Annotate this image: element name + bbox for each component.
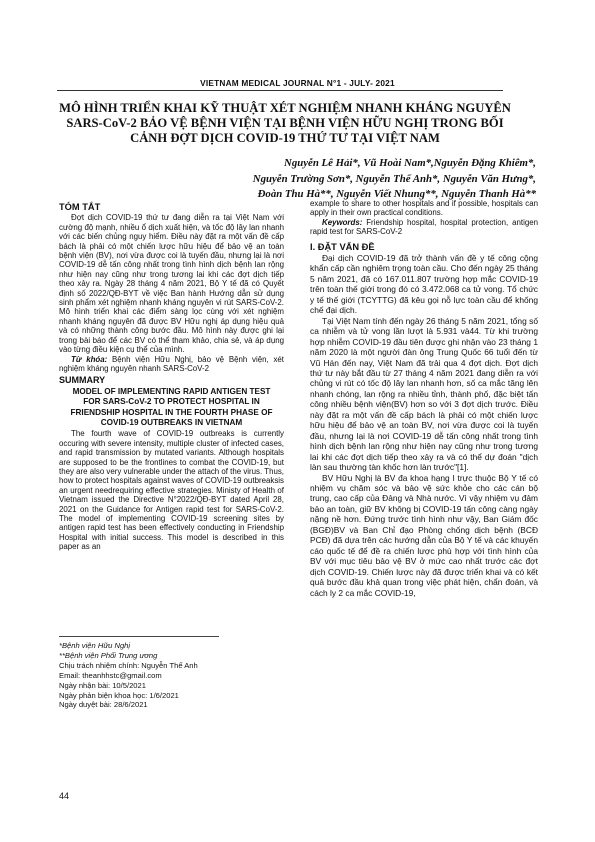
abstract-body: Đợt dịch COVID-19 thứ tư đang diễn ra tại Việt Nam với cường độ mạnh, nhiều ổ dịch xuất hiện, và tốc độ lây lan nhanh với các biến chủng nguy hiểm. Điều này đặt ra một vấn đề cấp bách là phải có một chiến lược hữu hiệu để bảo vệ an toàn bệnh viện (BV), nơi vừa được coi là tuyến đầu, nhưng lại là nơi COVID-19 dễ tấn công nhất trong tình hình dịch bệnh lan rộng như hiện nay cũng như trong tương lai khi các đợt dịch tiếp theo xảy ra. Ngày 28 tháng 4 năm 2021, Bộ Y tế đã có Quyết định số 2022/QĐ-BYT về việc Ban hành Hướng dẫn sử dụng sinh phẩm xét nghiệm nhanh kháng nguyên vi rút SARS-CoV-2. Mô hình triển khai các điểm sàng lọc cùng với xét nghiệm nhanh kháng nguyên đã được BV Hữu nghị áp dụng hiệu quả và có những thành công bước đầu. Mô hình này được ghi lại trong bài báo để các BV có thể tham khảo, chia sẻ, và áp dụng vào từng điều kiện cụ thể của mình. [59, 213, 284, 355]
author-list [150, 156, 536, 203]
author-line: Nguyễn Lê Hải*, Vũ Hoài Nam*,Nguyễn Đặng Khiêm*, [284, 157, 536, 169]
footnotes [59, 641, 284, 710]
keywords-label: Từ khóa: [71, 354, 108, 364]
left-column [59, 203, 284, 552]
section-heading: I. ĐẶT VẤN ĐỀ [310, 241, 375, 252]
accepted-date: Ngày duyệt bài: 28/6/2021 [59, 700, 148, 710]
footnote-rule [59, 636, 219, 637]
keywords-label: Keywords: [322, 217, 363, 227]
affiliation-2: **Bệnh viện Phổi Trung ương [59, 650, 158, 660]
received-date: Ngày nhận bài: 10/5/2021 [59, 680, 146, 690]
summary-continuation: example to share to other hospitals and if possible, hospitals can apply in their own practical conditions. [310, 199, 538, 218]
right-column [310, 199, 538, 598]
page-number: 44 [59, 791, 70, 801]
journal-header: VIETNAM MEDICAL JOURNAL N°1 - JULY- 2021 [200, 78, 395, 88]
abstract-keywords [59, 355, 284, 374]
author-line: Nguyễn Trường Sơn*, Nguyễn Thế Anh*, Nguyễn Văn Hưng*, [252, 172, 536, 185]
email-line: Email: theanhhstc@gmail.com [59, 670, 162, 680]
paragraph: Đại dịch COVID-19 đã trở thành vấn đề y tế công cộng khẩn cấp cần nghiêm trọng toàn cầu. Cho đến ngày 25 tháng 5 năm 2021, đã có 167.011.807 trường hợp mắc COVID-19 trên toàn thế giới trong đó có 3.472.068 ca tử vong. Tổ chức y tế thế giới (TCYTTG) đã kêu gọi nỗ lực toàn cầu để khống chế đại dịch. [310, 253, 538, 316]
author-line: Đoàn Thu Hà**, Nguyễn Viết Nhung**, Nguyễn Thanh Hà** [257, 188, 536, 201]
header-rule [57, 90, 503, 91]
summary-body: The fourth wave of COVID-19 outbreaks is currently occuring with severe intensity, multiple cluster of infected cases, and rapid transmission by mutated variants. Although hospitals are supposed to be the frontlines to combat the COVID-19, but they are also very vulnerable under the attach of the virus. Thus, how to protect hospitals against waves of COVID-19 outbreaksis an urgent needrequiring effective strategies. Ministy of Health of Vietnam issued the Directive N°2022/QĐ-BYT dated April 28, 2021 on the Guidance for Antigen rapid test for SARS-CoV-2. The model of implementing COVID-19 screening sites by antigen rapid test has been effectively conducting in Friendship Hospital with initial success. This model is described in this paper as an [59, 429, 284, 552]
summary-keywords [310, 218, 538, 237]
keywords-text: Friendship hospital, hospital protection, antigen rapid test for SARS-CoV-2 [310, 217, 538, 237]
corresponding-author: Chịu trách nhiệm chính: Nguyễn Thế Anh [59, 660, 198, 670]
paragraph: Tại Việt Nam tính đến ngày 26 tháng 5 năm 2021, tổng số ca nhiễm và tử vong lần lượt là 5.931 và44. Từ khi trường hợp nhiễm COVID-19 đầu tiên được ghi nhận vào 23 tháng 1 năm 2020 là một người đàn ông Trung Quốc 66 tuổi đến từ Vũ Hán đến nay, Việt Nam đã trải qua 4 đợt dịch. Đợt dịch thứ tư này bắt đầu từ 27 tháng 4 năm 2021 đang diễn ra với chủng vi rút có tốc độ lây lan nhanh hơn, số ca mắc tăng lên nhanh chóng, lan rộng ra nhiều tỉnh, thành phố, đặc biệt tấn công nhiều bệnh viện(BV) hơn so với 3 đợt dịch trước. Điều này đặt ra một vấn đề cấp bách là phải có một chiến lược hữu hiệu để bảo vệ an toàn BV, nơi vừa được coi là tuyến đầu, nhưng lại là nơi COVID-19 dễ tấn công nhất trong tình hình dịch bệnh lan rộng như hiện nay cũng như trong tương lai khi các đợt dịch tiếp theo xảy ra và có thể dự đoán "dịch làn sau thường tàn khốc hơn làn trước"[1]. [310, 315, 538, 473]
affiliation-1: *Bệnh viện Hữu Nghị [59, 641, 131, 650]
abstract-heading: TÓM TẮT [59, 202, 101, 212]
english-title: MODEL OF IMPLEMENTING RAPID ANTIGEN TEST FOR SARS-CoV-2 TO PROTECT HOSPITAL IN FRIENDSHIP HOSPITAL IN THE FOURTH PHASE OF COVID-19 OUTBREAKS IN VIETNAM [70, 386, 273, 427]
review-date: Ngày phản biện khoa học: 1/6/2021 [59, 690, 179, 700]
paragraph: BV Hữu Nghị là BV đa khoa hạng I trực thuộc Bộ Y tế có nhiệm vụ chăm sóc và bảo vệ sức khỏe cho các cán bộ trung, cao cấp của Đảng và Nhà nước. Vì vậy nhiệm vụ đảm bảo an toàn, giữ BV không bị COVID-19 tấn công càng ngày nặng nề hơn. Đứng trước tình hình như vậy, Ban Giám đốc (BGĐ)BV và Ban Chỉ đạo Phòng chống dịch bệnh (BCĐ PCĐ) đã dựa trên các hướng dẫn của Bộ Y tế và các khuyến cáo quốc tế để đề ra chiến lược phù hợp với tình hình của BV với mục tiêu bảo vệ BV ở mức cao nhất trước các đợt dịch COVID-19. Chiến lược này đã được triển khai và có kết quả bước đầu khả quan trong việc phát hiện, chẩn đoán, và cách ly 2 ca mắc COVID-19, [310, 472, 538, 598]
article-title: MÔ HÌNH TRIỂN KHAI KỸ THUẬT XÉT NGHIỆM NHANH KHÁNG NGUYÊN SARS-CoV-2 BẢO VỆ BỆNH VIỆN TẠI BỆNH VIỆN HỮU NGHỊ TRONG BỐI CẢNH ĐỢT DỊCH COVID-19 THỨ TƯ TẠI VIỆT NAM [59, 101, 511, 146]
summary-heading: SUMMARY [59, 375, 106, 386]
keywords-text: Bệnh viện Hữu Nghị, bảo vệ Bệnh viện, xét nghiệm kháng nguyên nhanh SARS-CoV-2 [59, 354, 284, 373]
